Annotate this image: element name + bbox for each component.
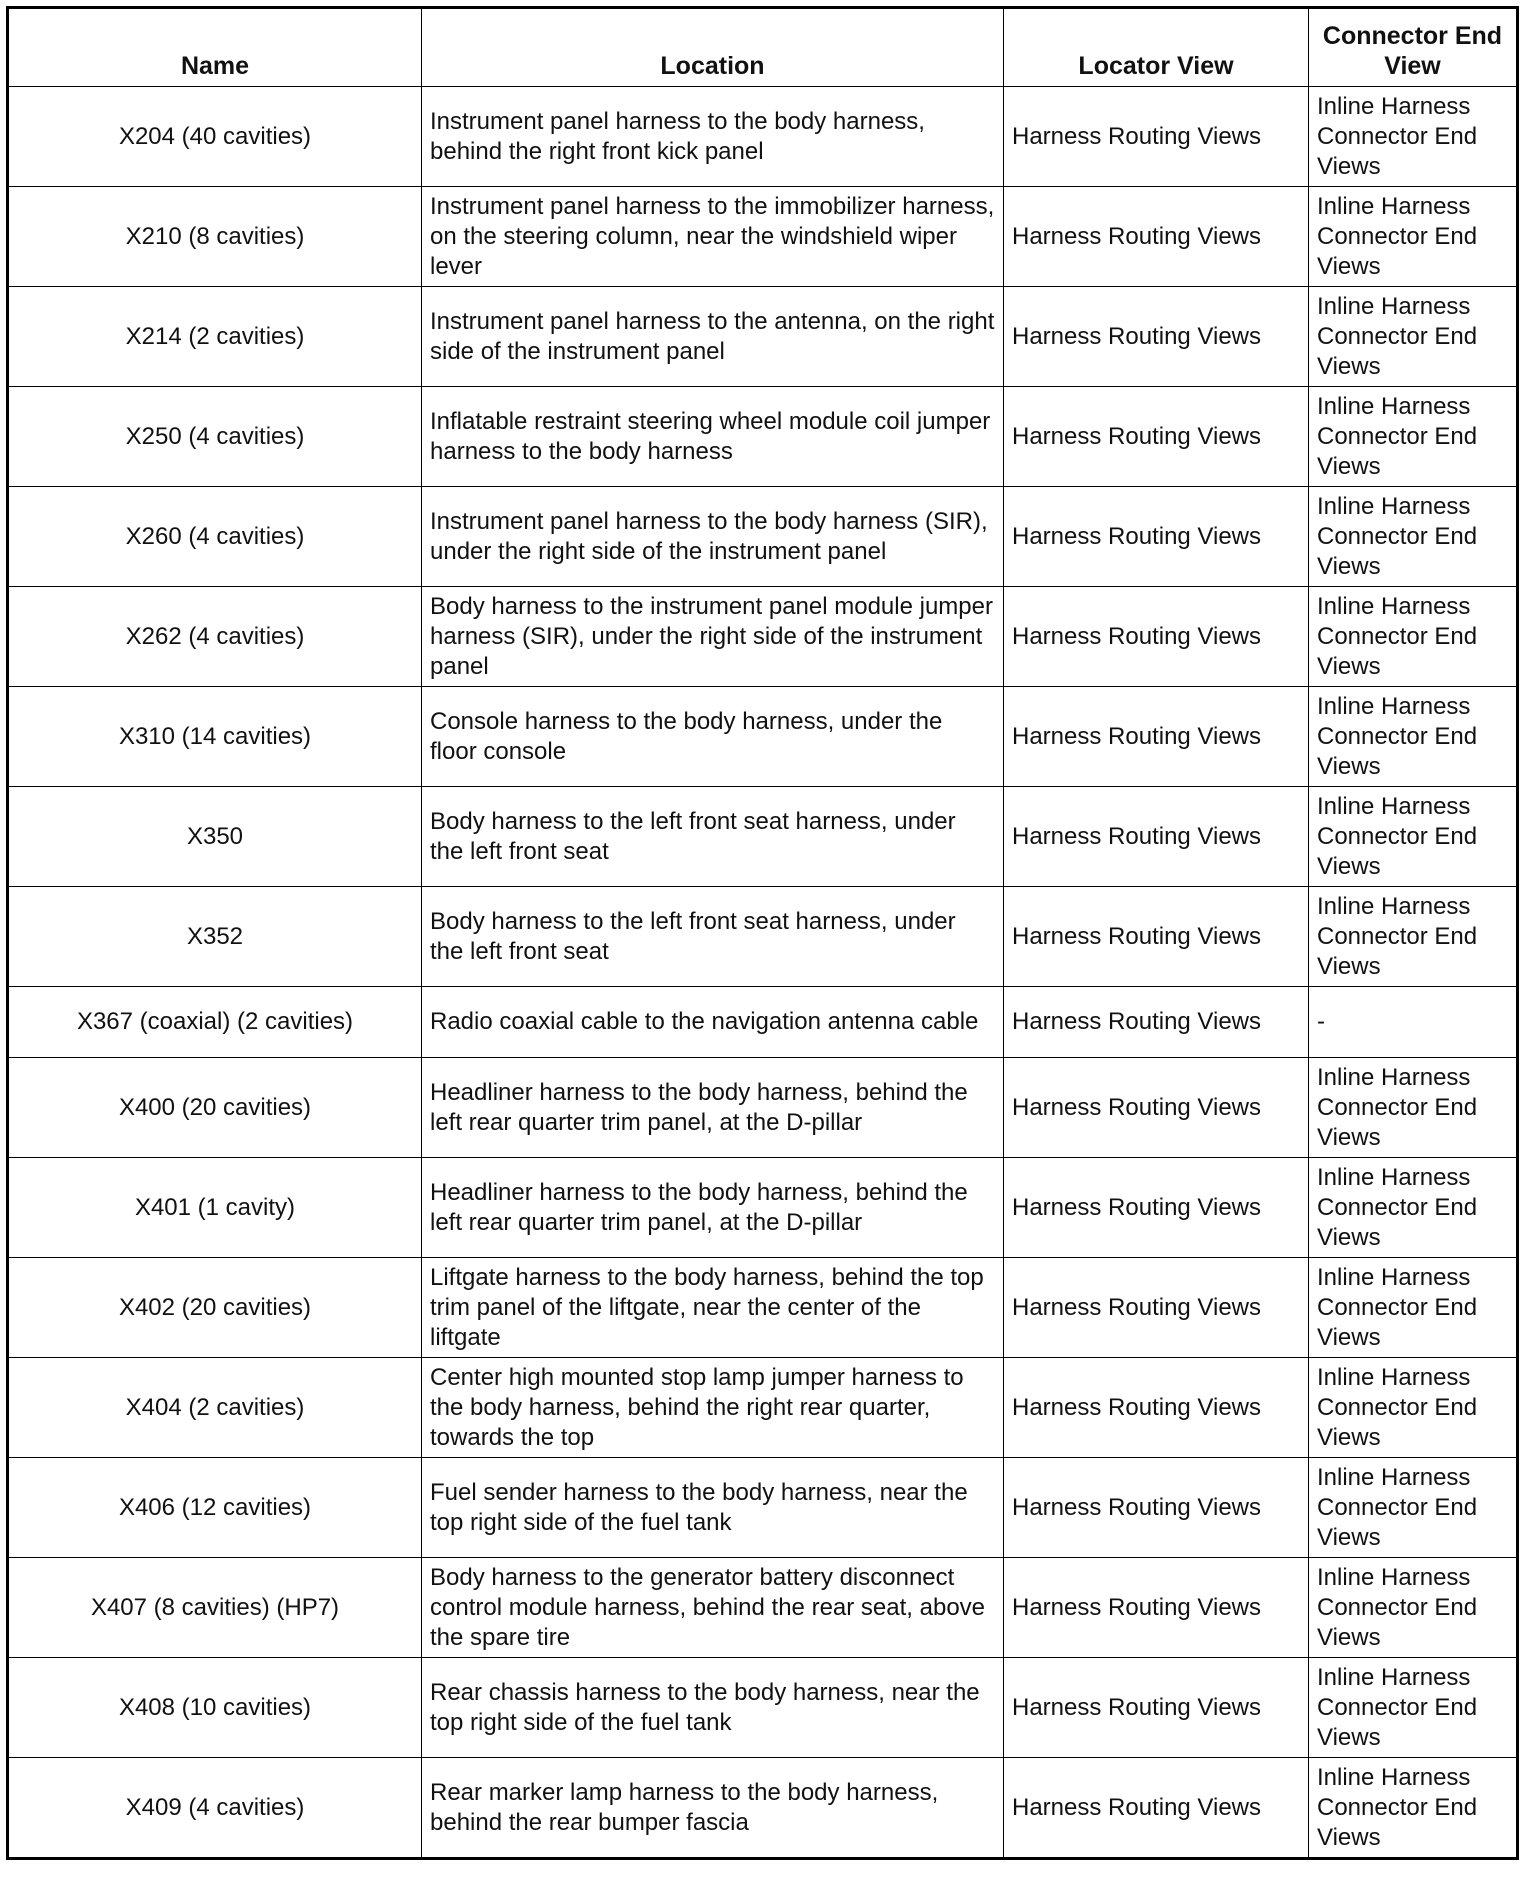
location-cell: Inflatable restraint steering wheel module coil jumper harness to the body harness	[422, 387, 1004, 487]
locator-view-link[interactable]: Harness Routing Views	[1004, 987, 1309, 1058]
connector-end-view-link[interactable]: Inline Harness Connector End Views	[1309, 1658, 1518, 1758]
name-cell: X204 (40 cavities)	[8, 87, 422, 187]
table-row	[8, 887, 1518, 987]
locator-view-link[interactable]: Harness Routing Views	[1004, 587, 1309, 687]
location-cell: Rear marker lamp harness to the body harness, behind the rear bumper fascia	[422, 1758, 1004, 1859]
connector-end-view-link[interactable]: Inline Harness Connector End Views	[1309, 1758, 1518, 1859]
location-cell: Instrument panel harness to the immobilizer harness, on the steering column, near the windshield wiper lever	[422, 187, 1004, 287]
connector-end-view-link[interactable]: Inline Harness Connector End Views	[1309, 1358, 1518, 1458]
connector-end-view-link[interactable]: Inline Harness Connector End Views	[1309, 1258, 1518, 1358]
table-row	[8, 987, 1518, 1058]
name-cell: X214 (2 cavities)	[8, 287, 422, 387]
location-cell: Body harness to the instrument panel module jumper harness (SIR), under the right side of the instrument panel	[422, 587, 1004, 687]
table-row	[8, 1558, 1518, 1658]
name-cell: X350	[8, 787, 422, 887]
name-cell: X409 (4 cavities)	[8, 1758, 422, 1859]
locator-view-link[interactable]: Harness Routing Views	[1004, 1158, 1309, 1258]
table-row	[8, 187, 1518, 287]
table-row	[8, 1458, 1518, 1558]
table-row	[8, 87, 1518, 187]
table-body	[8, 87, 1518, 1859]
locator-view-link[interactable]: Harness Routing Views	[1004, 887, 1309, 987]
locator-view-link[interactable]: Harness Routing Views	[1004, 787, 1309, 887]
header-location: Location	[422, 8, 1004, 87]
locator-view-link[interactable]: Harness Routing Views	[1004, 1358, 1309, 1458]
location-cell: Instrument panel harness to the antenna, on the right side of the instrument panel	[422, 287, 1004, 387]
name-cell: X408 (10 cavities)	[8, 1658, 422, 1758]
table-row	[8, 487, 1518, 587]
locator-view-link[interactable]: Harness Routing Views	[1004, 687, 1309, 787]
connector-table	[6, 6, 1519, 1860]
connector-end-view-link[interactable]: Inline Harness Connector End Views	[1309, 187, 1518, 287]
table-row	[8, 1658, 1518, 1758]
connector-end-view-link[interactable]: Inline Harness Connector End Views	[1309, 1558, 1518, 1658]
name-cell: X407 (8 cavities) (HP7)	[8, 1558, 422, 1658]
table-row	[8, 1058, 1518, 1158]
connector-end-view-link[interactable]: Inline Harness Connector End Views	[1309, 687, 1518, 787]
connector-end-view-link[interactable]: Inline Harness Connector End Views	[1309, 487, 1518, 587]
connector-end-view-link[interactable]: Inline Harness Connector End Views	[1309, 787, 1518, 887]
header-connector-end-view: Connector End View	[1309, 8, 1518, 87]
name-cell: X400 (20 cavities)	[8, 1058, 422, 1158]
location-cell: Headliner harness to the body harness, behind the left rear quarter trim panel, at the D-pillar	[422, 1158, 1004, 1258]
locator-view-link[interactable]: Harness Routing Views	[1004, 1758, 1309, 1859]
name-cell: X262 (4 cavities)	[8, 587, 422, 687]
connector-end-view-link[interactable]: Inline Harness Connector End Views	[1309, 287, 1518, 387]
name-cell: X404 (2 cavities)	[8, 1358, 422, 1458]
locator-view-link[interactable]: Harness Routing Views	[1004, 1058, 1309, 1158]
connector-end-view-link[interactable]: Inline Harness Connector End Views	[1309, 87, 1518, 187]
location-cell: Rear chassis harness to the body harness, near the top right side of the fuel tank	[422, 1658, 1004, 1758]
header-locator-view: Locator View	[1004, 8, 1309, 87]
table-row	[8, 587, 1518, 687]
header-name: Name	[8, 8, 422, 87]
name-cell: X210 (8 cavities)	[8, 187, 422, 287]
location-cell: Center high mounted stop lamp jumper harness to the body harness, behind the right rear quarter, towards the top	[422, 1358, 1004, 1458]
location-cell: Fuel sender harness to the body harness, near the top right side of the fuel tank	[422, 1458, 1004, 1558]
location-cell: Body harness to the generator battery disconnect control module harness, behind the rear seat, above the spare tire	[422, 1558, 1004, 1658]
table-row	[8, 1358, 1518, 1458]
connector-end-view-link[interactable]: Inline Harness Connector End Views	[1309, 1058, 1518, 1158]
header-row	[8, 8, 1518, 87]
locator-view-link[interactable]: Harness Routing Views	[1004, 387, 1309, 487]
table-row	[8, 1758, 1518, 1859]
locator-view-link[interactable]: Harness Routing Views	[1004, 1558, 1309, 1658]
location-cell: Radio coaxial cable to the navigation antenna cable	[422, 987, 1004, 1058]
location-cell: Instrument panel harness to the body harness (SIR), under the right side of the instrument panel	[422, 487, 1004, 587]
name-cell: X402 (20 cavities)	[8, 1258, 422, 1358]
locator-view-link[interactable]: Harness Routing Views	[1004, 1458, 1309, 1558]
locator-view-link[interactable]: Harness Routing Views	[1004, 1258, 1309, 1358]
location-cell: Instrument panel harness to the body harness, behind the right front kick panel	[422, 87, 1004, 187]
table-row	[8, 287, 1518, 387]
locator-view-link[interactable]: Harness Routing Views	[1004, 1658, 1309, 1758]
table-row	[8, 387, 1518, 487]
location-cell: Headliner harness to the body harness, behind the left rear quarter trim panel, at the D-pillar	[422, 1058, 1004, 1158]
connector-end-view-link: -	[1309, 987, 1518, 1058]
connector-end-view-link[interactable]: Inline Harness Connector End Views	[1309, 587, 1518, 687]
locator-view-link[interactable]: Harness Routing Views	[1004, 487, 1309, 587]
name-cell: X401 (1 cavity)	[8, 1158, 422, 1258]
location-cell: Liftgate harness to the body harness, behind the top trim panel of the liftgate, near the center of the liftgate	[422, 1258, 1004, 1358]
name-cell: X406 (12 cavities)	[8, 1458, 422, 1558]
table-row	[8, 787, 1518, 887]
location-cell: Body harness to the left front seat harness, under the left front seat	[422, 787, 1004, 887]
connector-end-view-link[interactable]: Inline Harness Connector End Views	[1309, 387, 1518, 487]
locator-view-link[interactable]: Harness Routing Views	[1004, 287, 1309, 387]
location-cell: Body harness to the left front seat harness, under the left front seat	[422, 887, 1004, 987]
name-cell: X260 (4 cavities)	[8, 487, 422, 587]
connector-end-view-link[interactable]: Inline Harness Connector End Views	[1309, 1458, 1518, 1558]
name-cell: X367 (coaxial) (2 cavities)	[8, 987, 422, 1058]
table-row	[8, 1258, 1518, 1358]
location-cell: Console harness to the body harness, under the floor console	[422, 687, 1004, 787]
locator-view-link[interactable]: Harness Routing Views	[1004, 187, 1309, 287]
name-cell: X352	[8, 887, 422, 987]
name-cell: X250 (4 cavities)	[8, 387, 422, 487]
name-cell: X310 (14 cavities)	[8, 687, 422, 787]
table-row	[8, 1158, 1518, 1258]
locator-view-link[interactable]: Harness Routing Views	[1004, 87, 1309, 187]
connector-end-view-link[interactable]: Inline Harness Connector End Views	[1309, 887, 1518, 987]
table-row	[8, 687, 1518, 787]
connector-end-view-link[interactable]: Inline Harness Connector End Views	[1309, 1158, 1518, 1258]
